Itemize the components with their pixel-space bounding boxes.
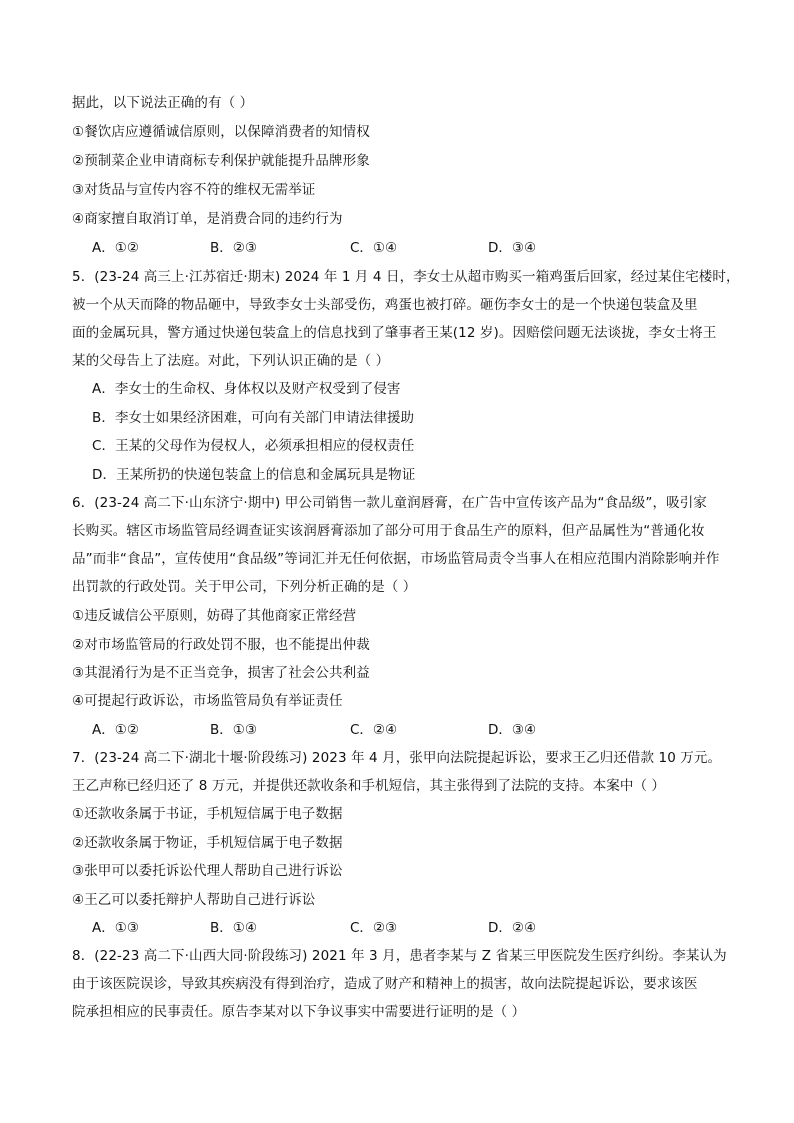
q5-line-4: 某的父母告上了法庭。对此，下列认识正确的是（ ） <box>72 353 390 369</box>
q5-option-d: D．王某所扔的快递包装盒上的信息和金属玩具是物证 <box>92 467 416 483</box>
q4-option-c: C．①④ <box>350 240 398 256</box>
q6-option-a: A．①② <box>92 722 139 738</box>
q6-option-b: B．①③ <box>210 722 257 738</box>
q4-options <box>92 239 712 257</box>
q5-line-3: 面的金属玩具，警方通过快递包装盒上的信息找到了肇事者王某(12 岁)。因赔偿问题无法谈拢，李女士将王 <box>72 325 717 341</box>
q7-option-d: D．②④ <box>488 920 537 936</box>
q4-option-b: B．②③ <box>210 240 257 256</box>
q7-item-4: ④王乙可以委托辩护人帮助自己进行诉讼 <box>72 892 316 908</box>
q4-item-1: ①餐饮店应遵循诚信原则，以保障消费者的知情权 <box>72 124 370 140</box>
q7-options <box>92 919 712 937</box>
q5-option-c: C．王某的父母作为侵权人，必须承担相应的侵权责任 <box>92 438 415 454</box>
q8-line-1: 8．(22-23 高二下·山西大同·阶段练习) 2021 年 3 月，患者李某与 Z 省某三甲医院发生医疗纠纷。李某认为 <box>72 948 727 964</box>
q5-line-2: 被一个从天而降的物品砸中，导致李女士头部受伤，鸡蛋也被打碎。砸伤李女士的是一个快递包装盒及里 <box>72 297 698 313</box>
q4-item-3: ③对货品与宣传内容不符的维权无需举证 <box>72 182 316 198</box>
q6-options <box>92 721 712 739</box>
q7-item-2: ②还款收条属于物证，手机短信属于电子数据 <box>72 835 343 851</box>
q4-stem: 据此，以下说法正确的有（ ） <box>72 95 254 111</box>
q7-option-c: C．②③ <box>350 920 398 936</box>
q7-option-a: A．①③ <box>92 920 139 936</box>
q8-line-3: 院承担相应的民事责任。原告李某对以下争议事实中需要进行证明的是（ ） <box>72 1004 526 1020</box>
q6-line-2: 长购买。辖区市场监管局经调查证实该润唇膏添加了部分可用于食品生产的原料，但产品属性为“普通化妆 <box>72 523 705 539</box>
q6-item-4: ④可提起行政诉讼，市场监管局负有举证责任 <box>72 693 343 709</box>
q6-item-2: ②对市场监管局的行政处罚不服，也不能提出仲裁 <box>72 637 370 653</box>
q4-option-a: A．①② <box>92 240 139 256</box>
q7-option-b: B．①④ <box>210 920 257 936</box>
q5-line-1: 5．(23-24 高三上·江苏宿迁·期末) 2024 年 1 月 4 日，李女士从超市购买一箱鸡蛋后回家，经过某住宅楼时， <box>72 269 740 285</box>
q6-item-3: ③其混淆行为是不正当竞争，损害了社会公共利益 <box>72 665 370 681</box>
q5-option-a: A．李女士的生命权、身体权以及财产权受到了侵害 <box>92 381 401 397</box>
q7-line-2: 王乙声称已经归还了 8 万元，并提供还款收条和手机短信，其主张得到了法院的支持。本案中（ ） <box>72 778 666 794</box>
q8-line-2: 由于该医院误诊，导致其疾病没有得到治疗，造成了财产和精神上的损害，故向法院提起诉讼，要求该医 <box>72 976 698 992</box>
q6-item-1: ①违反诚信公平原则，妨碍了其他商家正常经营 <box>72 608 357 624</box>
q6-option-c: C．②④ <box>350 722 398 738</box>
q6-line-3: 品”而非“食品”，宣传使用“食品级”等词汇并无任何依据，市场监管局责令当事人在相应范围内消除影响并作 <box>72 551 720 567</box>
q5-option-b: B．李女士如果经济困难，可向有关部门申请法律援助 <box>92 410 415 426</box>
q6-line-1: 6．(23-24 高二下·山东济宁·期中) 甲公司销售一款儿童润唇膏，在广告中宣传该产品为“食品级”，吸引家 <box>72 495 707 511</box>
q7-line-1: 7．(23-24 高二下·湖北十堰·阶段练习) 2023 年 4 月，张甲向法院提起诉讼，要求王乙归还借款 10 万元。 <box>72 750 722 766</box>
q4-item-4: ④商家擅自取消订单，是消费合同的违约行为 <box>72 211 343 227</box>
q4-item-2: ②预制菜企业申请商标专利保护就能提升品牌形象 <box>72 153 370 169</box>
q6-option-d: D．③④ <box>488 722 537 738</box>
q6-line-4: 出罚款的行政处罚。关于甲公司，下列分析正确的是（ ） <box>72 579 417 595</box>
q7-item-1: ①还款收条属于书证，手机短信属于电子数据 <box>72 806 343 822</box>
q4-option-d: D．③④ <box>488 240 537 256</box>
q7-item-3: ③张甲可以委托诉讼代理人帮助自己进行诉讼 <box>72 863 343 879</box>
